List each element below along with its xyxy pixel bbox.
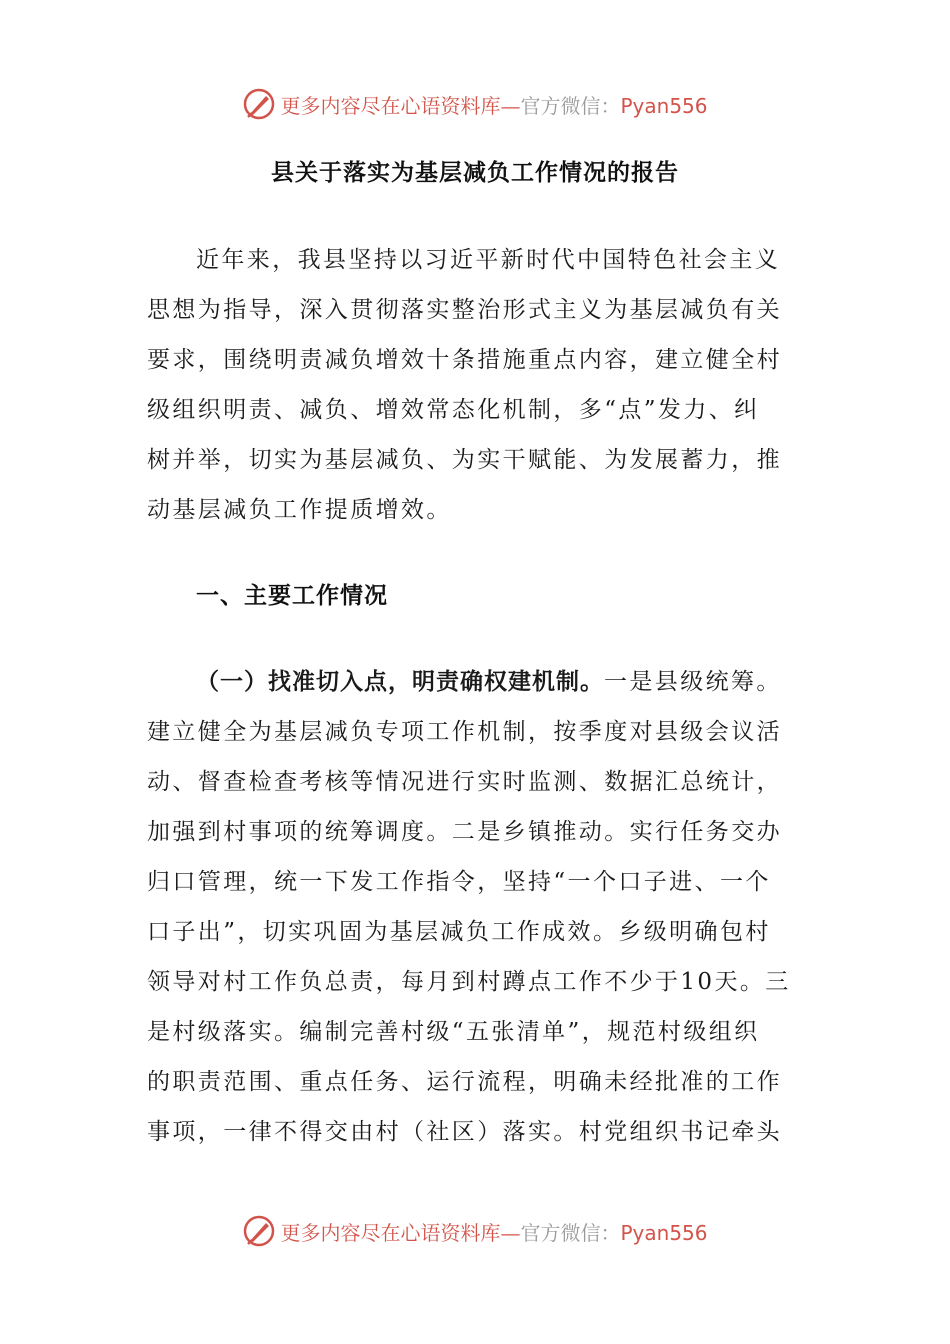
watermark-wechat-id: Pyan556: [620, 1220, 708, 1245]
intro-line: 动基层减负工作提质增效。: [147, 497, 452, 523]
footer-watermark: [0, 1211, 950, 1251]
subsection-line: 动、督查检查考核等情况进行实时监测、数据汇总统计，: [147, 769, 782, 795]
watermark-text: 更多内容尽在心语资料库—: [280, 93, 521, 118]
subsection-line: 事项，一律不得交由村（社区）落实。村党组织书记牵头: [147, 1119, 782, 1145]
subsection-first-line: [196, 663, 782, 693]
intro-line: 要求，围绕明责减负增效十条措施重点内容，建立健全村: [147, 347, 782, 373]
subsection-first-text: 一是县级统筹。: [604, 669, 782, 695]
subsection-line: 领导对村工作负总责，每月到村蹲点工作不少于10天。三: [147, 969, 791, 995]
intro-line: 思想为指导，深入贯彻落实整治形式主义为基层减负有关: [147, 297, 782, 323]
section-heading: 一、主要工作情况: [196, 583, 388, 609]
watermark-wechat-label: 官方微信：: [520, 93, 621, 118]
intro-line: 树并举，切实为基层减负、为实干赋能、为发展蓄力，推: [147, 447, 782, 473]
quill-logo-icon: [242, 1214, 276, 1248]
header-watermark: [0, 84, 950, 124]
document-title: 县关于落实为基层减负工作情况的报告: [271, 160, 679, 186]
subsection-line: 的职责范围、重点任务、运行流程，明确未经批准的工作: [147, 1069, 782, 1095]
intro-line: 级组织明责、减负、增效常态化机制，多“点”发力、纠: [147, 397, 760, 423]
subsection-line: 是村级落实。编制完善村级“五张清单”，规范村级组织: [147, 1019, 760, 1045]
watermark-wechat-id: Pyan556: [620, 93, 708, 118]
subsection-line: 口子出”，切实巩固为基层减负工作成效。乡级明确包村: [147, 919, 771, 945]
watermark-wechat-label: 官方微信：: [520, 1220, 621, 1245]
subsection-line: 归口管理，统一下发工作指令，坚持“一个口子进、一个: [147, 869, 771, 895]
subsection-heading: （一）找准切入点，明责确权建机制。: [196, 669, 604, 695]
quill-logo-icon: [242, 87, 276, 121]
watermark-text: 更多内容尽在心语资料库—: [280, 1220, 521, 1245]
subsection-line: 建立健全为基层减负专项工作机制，按季度对县级会议活: [147, 719, 782, 745]
intro-line: 近年来，我县坚持以习近平新时代中国特色社会主义: [196, 247, 781, 273]
subsection-line: 加强到村事项的统筹调度。二是乡镇推动。实行任务交办: [147, 819, 782, 845]
